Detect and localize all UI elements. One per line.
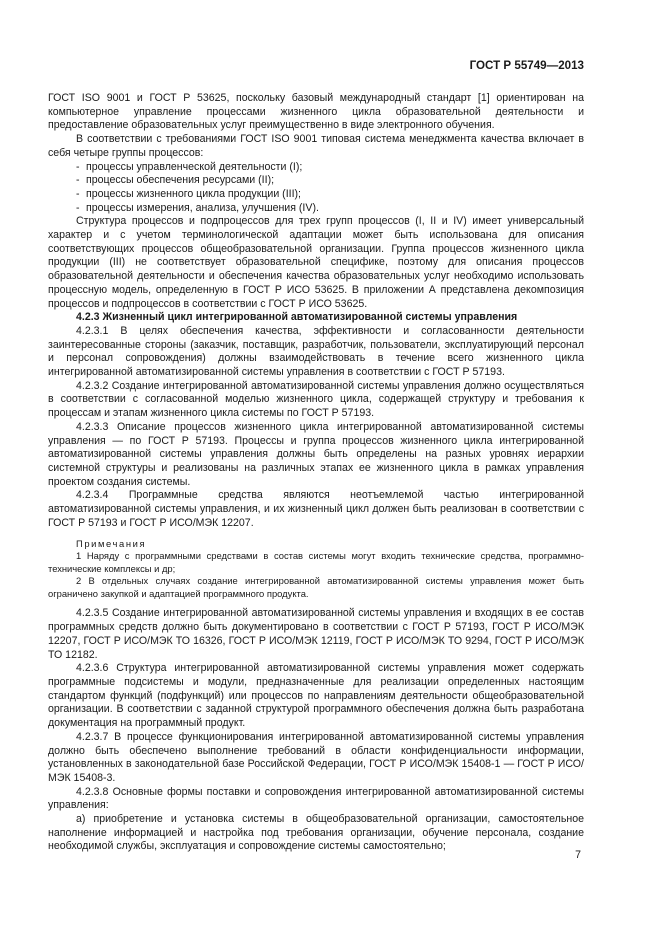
notes-block <box>48 538 584 601</box>
dash-bullet: - <box>76 174 80 187</box>
clause: 4.2.3.8 Основные формы поставки и сопровождения интегрированной автоматизированной системы управления: <box>48 785 584 812</box>
clause: 4.2.3.3 Описание процессов жизненного цикла интегрированной автоматизированной системы управления — по ГОСТ Р 57193. Процессы и группа процессов жизненного цикла интегрированной автоматизированной системы управления должны быть определены на разных уровнях иерархии системной структуры и реализованы на различных этапах ее жизненного цикла в рамках управления проектом создания системы. <box>48 420 584 488</box>
paragraph: Структура процессов и подпроцессов для трех групп процессов (I, II и IV) имеет универсальный характер и с учетом терминологической адаптации может быть использована для описания соответствующих процессов общеобразовательной организации. Группа процессов жизненного цикла продукции (III) не соответствует образовательной специфике, поэтому для описания процессов образовательной деятельности и обеспечения качества образовательных услуг необходимо использовать процессную модель, определенную в ГОСТ Р ИСО 53625. В приложении А представлена декомпозиция процессов и подпроцессов в соответствии с ГОСТ Р ИСО 53625. <box>48 215 584 310</box>
dash-bullet: - <box>76 201 80 214</box>
page-number: 7 <box>575 849 581 861</box>
list-item <box>48 161 584 175</box>
list-item <box>48 202 584 216</box>
paragraph: ГОСТ ISO 9001 и ГОСТ Р 53625, поскольку базовый международный стандарт [1] ориентирован на компьютерное управление процессами жизненного цикла образовательной деятельности и предоставление образовательных услуг преимущественно в виде электронного обучения. <box>48 92 584 132</box>
clause: 4.2.3.2 Создание интегрированной автоматизированной системы управления должно осуществляться в соответствии с согласованной моделью жизненного цикла, содержащей структуру и требования к процессам и этапам жизненного цикла системы по ГОСТ Р 57193. <box>48 379 584 420</box>
list-item: а) приобретение и установка системы в общеобразовательной организации, самостоятельное наполнение информацией и настройка под требования организации, обучение персонала, создание необходимой службы, эксплуатация и сопровождение системы самостоятельно; <box>48 813 584 853</box>
note-item: 2 В отдельных случаях создание интегрированной автоматизированной системы управления может быть ограничено закупкой и адаптацией программного продукта. <box>48 575 584 599</box>
clause: 4.2.3.6 Структура интегрированной автоматизированной системы управления может содержать программные подсистемы и модули, предназначенные для реализации определенных настоящим стандартом функций (подфункций) или процессов по направлениям деятельности общеобразовательной организации. В соответствии с заданной структурой программного обеспечения должна быть разработана документация на программный продукт. <box>48 662 584 730</box>
list-item <box>48 174 584 188</box>
notes-title: Примечания <box>76 537 147 549</box>
clause: 4.2.3.1 В целях обеспечения качества, эффективности и согласованности деятельности заинтересованные стороны (заказчик, поставщик, разработчик, пользователи, эксплуатирующий персонал и персонал сопровождения) должны взаимодействовать в течение всего жизненного цикла интегрированной автоматизированной системы управления в соответствии с ГОСТ Р 57193. <box>48 324 584 379</box>
note-item: 1 Наряду с программными средствами в состав системы могут входить технические средства, программно-технические комплексы и др; <box>48 550 584 574</box>
clause: 4.2.3.4 Программные средства являются неотъемлемой частью интегрированной автоматизированной системы управления, и их жизненный цикл должен быть реализован в соответствии с ГОСТ Р 57193 и ГОСТ Р ИСО/МЭК 12207. <box>48 489 584 529</box>
list-item-text: процессы обеспечения ресурсами (II); <box>86 174 275 187</box>
dash-bullet: - <box>76 160 80 173</box>
document-code-header: ГОСТ Р 55749—2013 <box>469 59 584 72</box>
list-item <box>48 188 584 202</box>
section-heading: 4.2.3 Жизненный цикл интегрированной автоматизированной системы управления <box>76 311 518 324</box>
list-item-text: процессы измерения, анализа, улучшения (IV). <box>86 201 319 214</box>
paragraph: В соответствии с требованиями ГОСТ ISO 9001 типовая система менеджмента качества включает в себя четыре группы процессов: <box>48 133 584 159</box>
page-body <box>48 92 584 854</box>
list-item-text: процессы управленческой деятельности (I); <box>86 160 303 173</box>
list-item-text: процессы жизненного цикла продукции (III); <box>86 187 302 200</box>
clause: 4.2.3.5 Создание интегрированной автоматизированной системы управления и входящих в ее состав программных средств должно быть документировано в соответствии с ГОСТ Р 57193, ГОСТ Р ИСО/МЭК 12207, ГОСТ Р ИСО/МЭК ТО 16326, ГОСТ Р ИСО/МЭК 12119, ГОСТ Р ИСО/МЭК ТО 9294, ГОСТ Р ИСО/МЭК ТО 12182. <box>48 607 584 661</box>
clause: 4.2.3.7 В процессе функционирования интегрированной автоматизированной системы управления должно быть обеспечено выполнение требований в области конфиденциальности информации, установленных в законодательной базе Российской Федерации, ГОСТ Р ИСО/МЭК 15408-1 — ГОСТ Р ИСО/МЭК 15408-3. <box>48 730 584 784</box>
dash-bullet: - <box>76 187 80 200</box>
